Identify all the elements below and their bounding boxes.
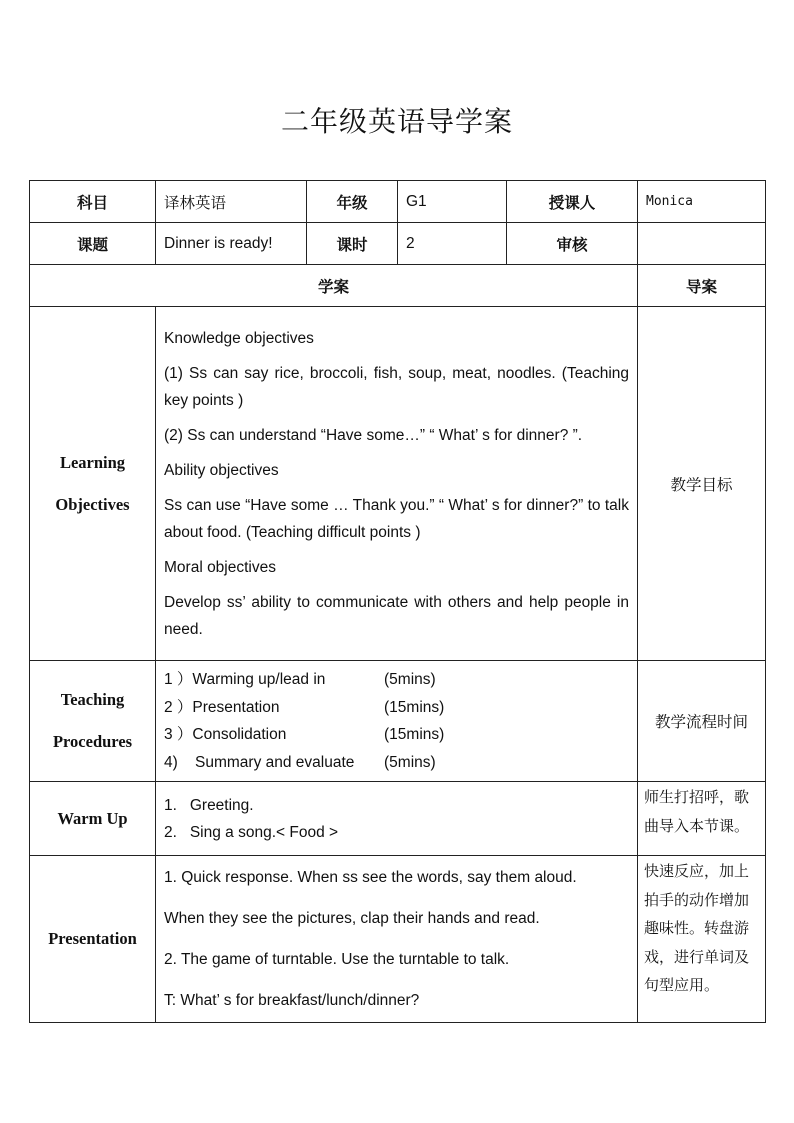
warmup-row — [30, 782, 766, 856]
review-label: 审核 — [507, 223, 638, 265]
procedures-label-line-2: Procedures — [52, 732, 133, 751]
presentation-item: T: What’ s for breakfast/lunch/dinner? — [164, 992, 420, 1009]
procedure-step-name: 3 ）Consolidation — [164, 726, 287, 743]
procedures-label-line-1: Teaching — [60, 690, 125, 709]
presentation-item: 1. Quick response. When ss see the words, say them aloud. — [164, 869, 577, 886]
grade-value: G1 — [398, 181, 507, 223]
objectives-label-line-2: Objectives — [55, 494, 130, 514]
presentation-label: Presentation — [30, 856, 156, 1023]
procedure-step — [164, 749, 629, 777]
guide-column-header: 导案 — [638, 265, 766, 307]
objectives-item: (2) Ss can understand “Have some…” “ What’ s for dinner? ”. — [164, 426, 583, 444]
lesson-plan-table — [29, 180, 766, 1023]
period-label: 课时 — [307, 223, 398, 265]
procedure-step-time: (15mins) — [384, 726, 445, 743]
objectives-label-line-1: Learning — [59, 452, 126, 472]
warmup-guide: 师生打招呼，歌曲导入本节课。 — [638, 782, 766, 856]
procedure-step-name: 4) Summary and evaluate — [164, 753, 355, 771]
teacher-value: Monica — [638, 181, 766, 223]
warmup-item: 1. Greeting. — [164, 796, 254, 814]
objectives-guide: 教学目标 — [638, 307, 766, 661]
subject-label: 科目 — [30, 181, 156, 223]
objectives-label — [30, 307, 156, 661]
objectives-heading-knowledge: Knowledge objectives — [164, 329, 314, 347]
info-row-1 — [30, 181, 766, 223]
procedure-step-name: 1 ）Warming up/lead in — [164, 671, 326, 688]
page-title: 二年级英语导学案 — [280, 105, 513, 138]
objectives-heading-ability: Ability objectives — [164, 461, 279, 479]
review-value — [638, 223, 766, 265]
info-row-2 — [30, 223, 766, 265]
procedures-content — [156, 661, 638, 782]
objectives-item: (1) Ss can say rice, broccoli, fish, soup, meat, noodles. (Teaching key points ) — [164, 364, 629, 409]
procedure-step-time: (15mins) — [384, 698, 445, 716]
objectives-row — [30, 307, 766, 661]
procedures-row — [30, 661, 766, 782]
study-column-header: 学案 — [30, 265, 638, 307]
period-value: 2 — [398, 223, 507, 265]
procedures-guide: 教学流程时间 — [638, 661, 766, 782]
objectives-heading-moral: Moral objectives — [164, 558, 276, 576]
procedure-step-name: 2 ）Presentation — [164, 698, 280, 716]
teacher-label: 授课人 — [507, 181, 638, 223]
column-header-row — [30, 265, 766, 307]
presentation-item: 2. The game of turntable. Use the turntable to talk. — [164, 951, 510, 968]
presentation-item: When they see the pictures, clap their hands and read. — [164, 910, 540, 927]
grade-label: 年级 — [307, 181, 398, 223]
objectives-item: Ss can use “Have some … Thank you.” “ What’ s for dinner?” to talk about food. (Teaching difficult points ) — [164, 496, 629, 541]
procedure-step-time: (5mins) — [384, 753, 436, 771]
topic-value: Dinner is ready! — [156, 223, 307, 265]
procedure-step — [164, 694, 629, 722]
presentation-guide: 快速反应，加上拍手的动作增加趣味性。转盘游戏，进行单词及句型应用。 — [638, 856, 766, 1023]
warmup-label: Warm Up — [30, 782, 156, 856]
procedure-step — [164, 666, 629, 694]
procedure-step — [164, 721, 629, 749]
procedure-step-time: (5mins) — [384, 671, 436, 688]
presentation-row — [30, 856, 766, 1023]
presentation-content — [156, 856, 638, 1023]
procedures-label — [30, 661, 156, 782]
objectives-content — [156, 307, 638, 661]
warmup-item: 2. Sing a song.< Food > — [164, 823, 339, 841]
subject-value: 译林英语 — [156, 181, 307, 223]
objectives-item: Develop ss’ ability to communicate with others and help people in need. — [164, 593, 629, 638]
warmup-content — [156, 782, 638, 856]
topic-label: 课题 — [30, 223, 156, 265]
